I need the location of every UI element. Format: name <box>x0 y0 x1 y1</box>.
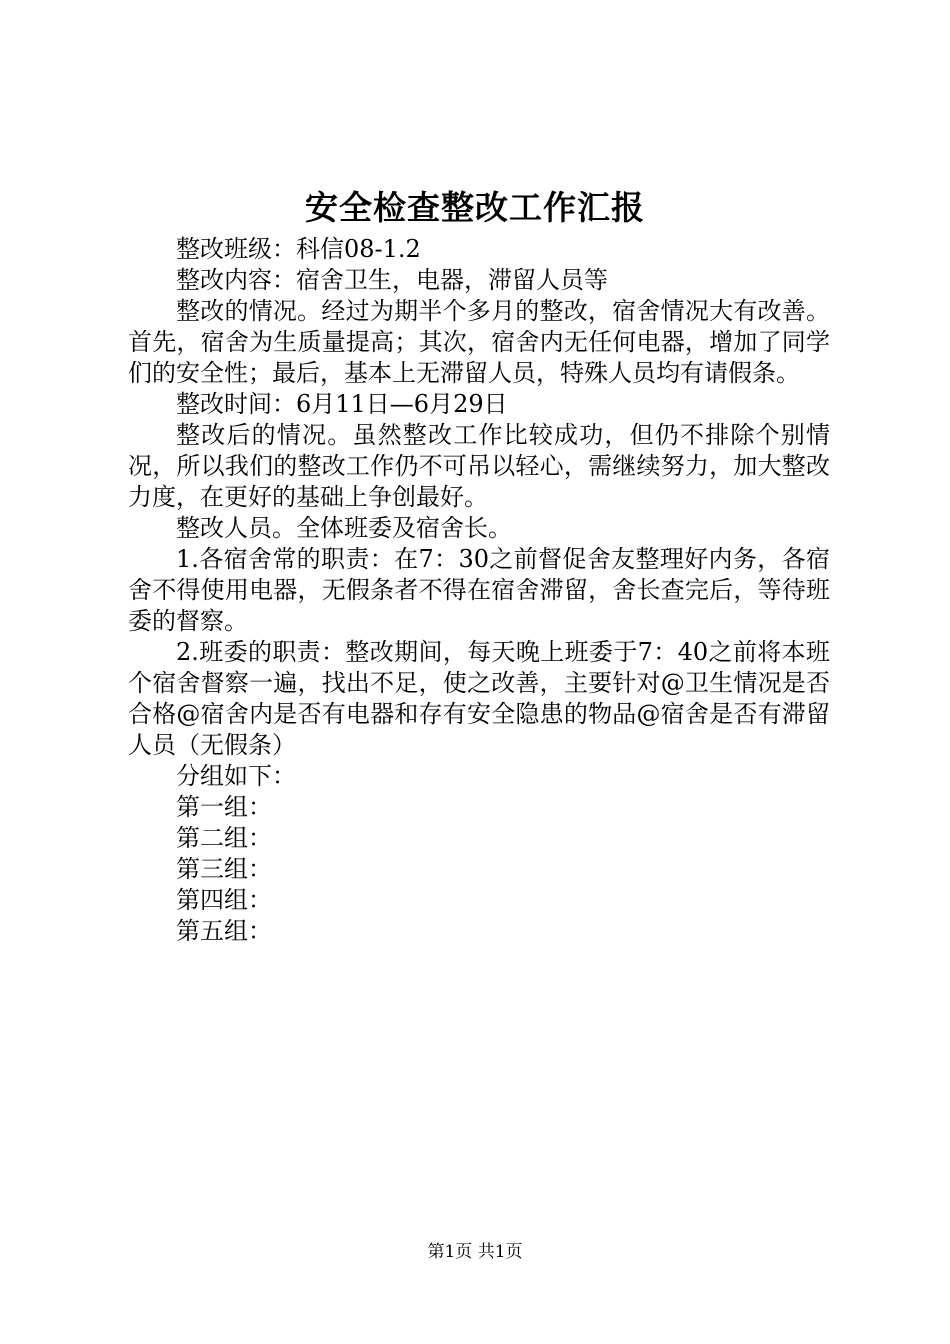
paragraph-duty-committee: 2.班委的职责：整改期间，每天晚上班委于7：40之前将本班个宿舍督察一遍，找出不足，使之改善，主要针对@卫生情况是否合格@宿舍内是否有电器和存有安全隐患的物品@宿舍是否有滞留人员（无假条） <box>128 638 830 759</box>
document-title: 安全检查整改工作汇报 <box>305 188 645 227</box>
paragraph-group-5: 第五组： <box>176 917 272 945</box>
paragraph-time: 整改时间：6月11日—6月29日 <box>176 390 508 418</box>
paragraph-group-1: 第一组： <box>176 793 272 821</box>
page-footer: 第1页 共1页 <box>427 1242 523 1262</box>
paragraph-duty-dorm: 1.各宿舍常的职责：在7：30之前督促舍友整理好内务，各宿舍不得使用电器，无假条者不得在宿舍滞留，舍长查完后，等待班委的督察。 <box>128 545 830 635</box>
paragraph-content: 整改内容：宿舍卫生，电器，滞留人员等 <box>176 266 608 294</box>
paragraph-group-3: 第三组： <box>176 855 272 883</box>
paragraph-class: 整改班级：科信08-1.2 <box>176 235 421 263</box>
paragraph-group-4: 第四组： <box>176 886 272 914</box>
paragraph-personnel: 整改人员。全体班委及宿舍长。 <box>176 514 512 542</box>
paragraph-after: 整改后的情况。虽然整改工作比较成功，但仍不排除个别情况，所以我们的整改工作仍不可吊以轻心，需继续努力，加大整改力度，在更好的基础上争创最好。 <box>128 421 830 511</box>
document-body <box>128 234 830 947</box>
paragraph-group-2: 第二组： <box>176 824 272 852</box>
paragraph-grouping: 分组如下： <box>176 762 296 790</box>
paragraph-situation: 整改的情况。经过为期半个多月的整改，宿舍情况大有改善。首先，宿舍为生质量提高；其次，宿舍内无任何电器，增加了同学们的安全性；最后，基本上无滞留人员，特殊人员均有请假条。 <box>128 297 830 387</box>
